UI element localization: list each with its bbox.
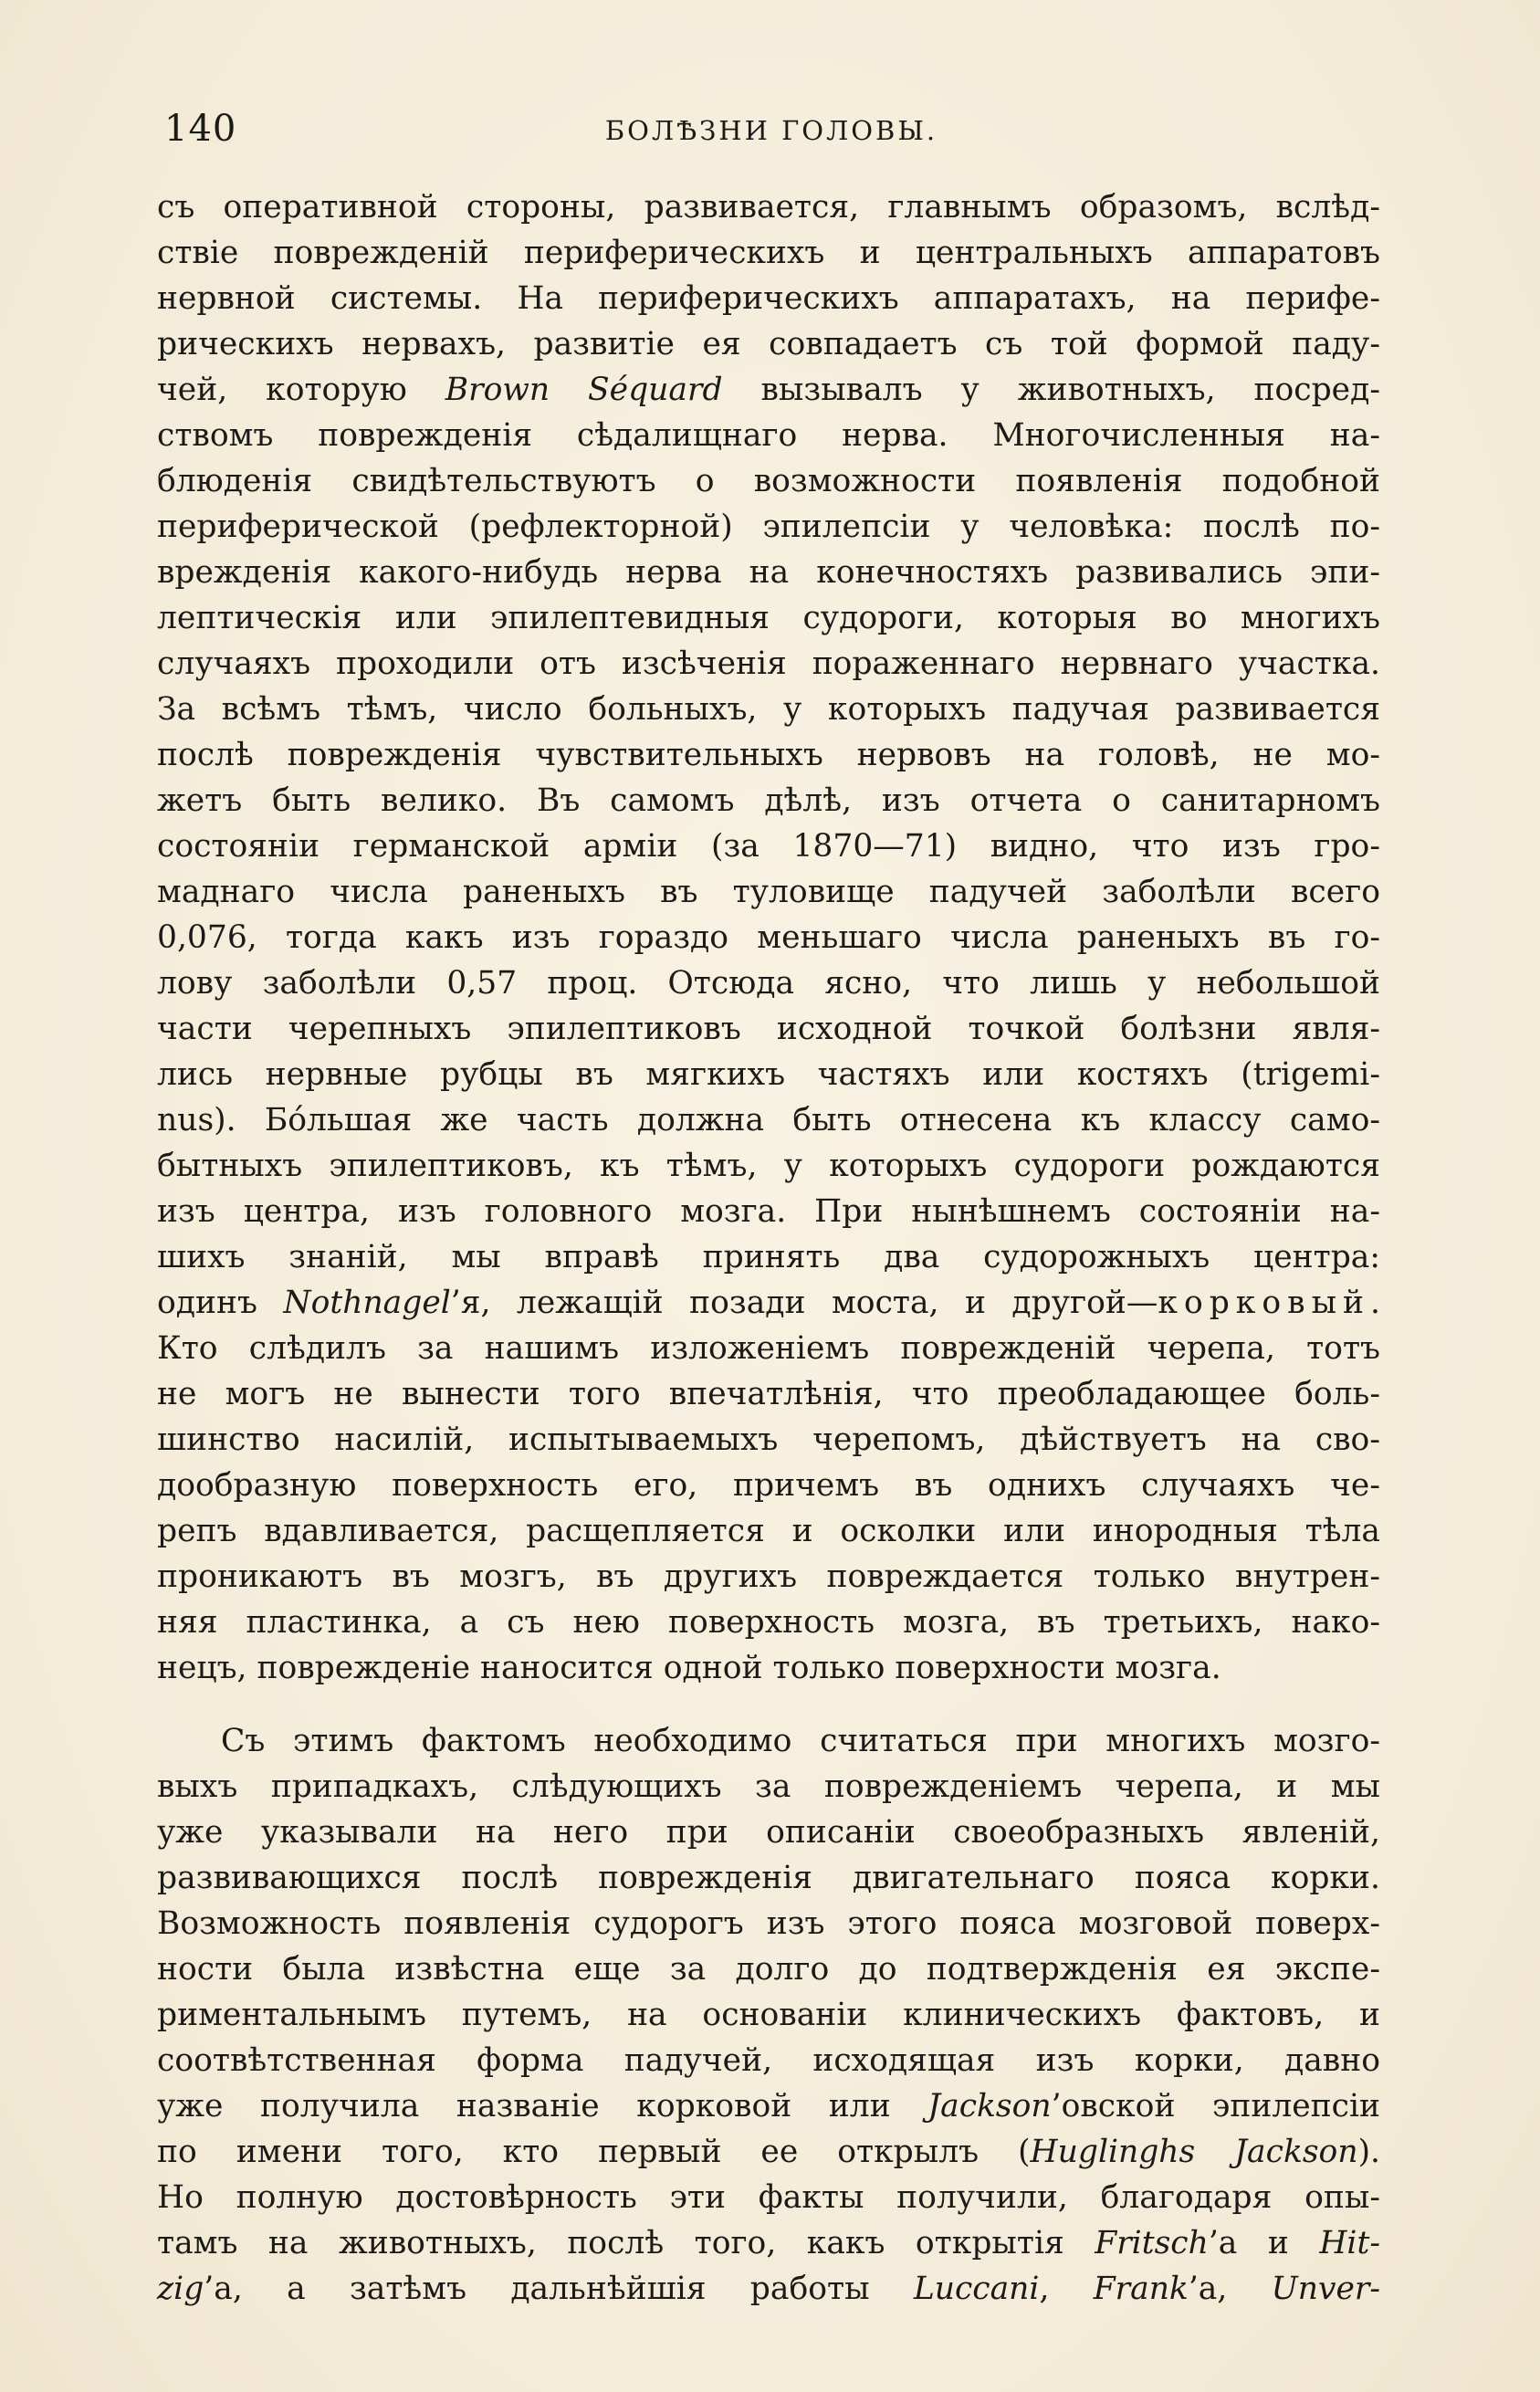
italic-name: Huglinghs Jackson bbox=[1030, 2134, 1358, 2170]
text-run: уже получила названіе корковой или bbox=[157, 2088, 928, 2124]
text-line bbox=[157, 778, 1380, 824]
text-run: тамъ на животныхъ, послѣ того, какъ открытія bbox=[157, 2225, 1095, 2261]
italic-name: Brown Séquard bbox=[445, 372, 723, 408]
text-line bbox=[157, 915, 1380, 960]
text-run: вызывалъ у животныхъ, посред- bbox=[722, 372, 1380, 408]
text-run: случаяхъ проходили отъ изсѣченія пораженнаго нервнаго участка. bbox=[157, 645, 1380, 682]
text-run: 0,076, тогда какъ изъ гораздо меньшаго числа раненыхъ въ го- bbox=[157, 919, 1380, 956]
text-run: уже указывали на него при описаніи своеобразныхъ явленій, bbox=[157, 1814, 1380, 1851]
text-run: по имени того, кто первый ее открылъ ( bbox=[157, 2134, 1031, 2170]
paragraph bbox=[157, 1718, 1380, 2312]
text-run: ’а, а затѣмъ дальнѣйшія работы bbox=[204, 2271, 914, 2307]
text-line bbox=[157, 321, 1380, 367]
text-line bbox=[157, 595, 1380, 641]
text-line bbox=[157, 2129, 1380, 2175]
text-line bbox=[157, 1764, 1380, 1810]
text-run: лову заболѣли 0,57 проц. Отсюда ясно, что лишь у небольшой bbox=[157, 965, 1380, 1002]
text-run: периферической (рефлекторной) эпилепсіи у человѣка: послѣ по- bbox=[157, 509, 1380, 545]
text-run: маднаго числа раненыхъ въ туловище падучей заболѣли всего bbox=[157, 874, 1380, 910]
text-run: нервной системы. На периферическихъ аппаратахъ, на перифе- bbox=[157, 280, 1380, 317]
italic-name: Hit- bbox=[1319, 2225, 1380, 2261]
text-run: нецъ, поврежденіе наносится одной только поверхности мозга. bbox=[157, 1650, 1221, 1686]
page-number: 140 bbox=[164, 108, 237, 150]
text-line bbox=[157, 276, 1380, 321]
text-run: Кто слѣдилъ за нашимъ изложеніемъ поврежденій черепа, тотъ bbox=[157, 1330, 1380, 1367]
text-run: За всѣмъ тѣмъ, число больныхъ, у которыхъ падучая развивается bbox=[157, 691, 1380, 728]
italic-name: zig bbox=[157, 2271, 204, 2307]
text-line bbox=[157, 1554, 1380, 1600]
text-line bbox=[157, 1006, 1380, 1052]
text-line bbox=[157, 2038, 1380, 2083]
text-line bbox=[157, 458, 1380, 504]
text-line bbox=[157, 1810, 1380, 1855]
text-line bbox=[157, 184, 1380, 230]
text-run: Возможность появленія судорогъ изъ этого пояса мозговой поверх- bbox=[157, 1905, 1380, 1942]
text-line bbox=[157, 1143, 1380, 1189]
text-run: состояніи германской арміи (за 1870—71) видно, что изъ гро- bbox=[157, 828, 1380, 865]
italic-name: Unver- bbox=[1271, 2271, 1381, 2307]
text-run: , bbox=[1039, 2271, 1094, 2307]
text-line bbox=[157, 413, 1380, 458]
text-line bbox=[157, 1901, 1380, 1946]
text-line bbox=[157, 1855, 1380, 1901]
italic-name: Nothnagel bbox=[283, 1285, 451, 1321]
text-run: ствіе поврежденій периферическихъ и центральныхъ аппаратовъ bbox=[157, 235, 1380, 271]
text-line bbox=[157, 869, 1380, 915]
text-line bbox=[157, 1417, 1380, 1463]
text-line bbox=[157, 230, 1380, 276]
italic-name: Frank bbox=[1093, 2271, 1189, 2307]
text-line bbox=[157, 824, 1380, 869]
italic-name: Luccani bbox=[913, 2271, 1040, 2307]
text-run: риментальнымъ путемъ, на основаніи клиническихъ фактовъ, и bbox=[157, 1997, 1380, 2033]
text-run: проникаютъ въ мозгъ, въ другихъ повреждается только внутрен- bbox=[157, 1558, 1380, 1595]
text-line bbox=[157, 960, 1380, 1006]
body-text bbox=[157, 184, 1380, 2312]
text-line bbox=[157, 1992, 1380, 2038]
text-line bbox=[157, 687, 1380, 732]
text-run: лептическія или эпилептевидныя судороги, которыя во многихъ bbox=[157, 600, 1380, 636]
text-line bbox=[157, 641, 1380, 687]
text-run: шихъ знаній, мы вправѣ принять два судорожныхъ центра: bbox=[157, 1239, 1380, 1275]
text-line bbox=[157, 550, 1380, 595]
text-line bbox=[157, 504, 1380, 550]
text-run: дообразную поверхность его, причемъ въ однихъ случаяхъ че- bbox=[157, 1467, 1380, 1504]
text-line bbox=[157, 1946, 1380, 1992]
text-line bbox=[157, 2083, 1380, 2129]
text-run: репъ вдавливается, расщепляется и осколки или инородныя тѣла bbox=[157, 1513, 1380, 1549]
text-line bbox=[157, 2175, 1380, 2220]
text-run: ). bbox=[1357, 2134, 1380, 2170]
text-run: послѣ поврежденія чувствительныхъ нервовъ на головѣ, не мо- bbox=[157, 737, 1380, 773]
text-line bbox=[157, 2266, 1380, 2312]
text-line bbox=[157, 1718, 1380, 1764]
text-line bbox=[157, 1645, 1380, 1691]
text-run: nus). Бóльшая же часть должна быть отнесена къ классу само- bbox=[157, 1102, 1380, 1138]
text-run: не могъ не вынести того впечатлѣнія, что преобладающее боль- bbox=[157, 1376, 1380, 1412]
text-run: одинъ bbox=[157, 1285, 284, 1321]
text-line bbox=[157, 1280, 1380, 1326]
text-line bbox=[157, 1234, 1380, 1280]
spaced-emphasis: корковый bbox=[1158, 1285, 1371, 1321]
text-run: врежденія какого-нибудь нерва на конечностяхъ развивались эпи- bbox=[157, 554, 1380, 591]
text-run: ности была извѣстна еще за долго до подтвержденія ея экспе- bbox=[157, 1951, 1380, 1988]
text-run: шинство насилій, испытываемыхъ черепомъ, дѣйствуетъ на сво- bbox=[157, 1422, 1380, 1458]
text-run: ’овской эпилепсіи bbox=[1051, 2088, 1381, 2124]
text-line bbox=[157, 367, 1380, 413]
text-run: Но полную достовѣрность эти факты получили, благодаря опы- bbox=[157, 2179, 1380, 2216]
text-line bbox=[157, 1097, 1380, 1143]
text-run: няя пластинка, а съ нею поверхность мозга, въ третьихъ, нако- bbox=[157, 1604, 1380, 1641]
text-run: развивающихся послѣ поврежденія двигательнаго пояса корки. bbox=[157, 1860, 1380, 1896]
text-run: выхъ припадкахъ, слѣдующихъ за поврежденіемъ черепа, и мы bbox=[157, 1768, 1380, 1805]
text-run: лись нервные рубцы въ мягкихъ частяхъ или костяхъ (trigemi- bbox=[157, 1056, 1380, 1093]
text-run: части черепныхъ эпилептиковъ исходной точкой болѣзни явля- bbox=[157, 1011, 1380, 1047]
text-line bbox=[157, 1326, 1380, 1371]
text-line bbox=[157, 1371, 1380, 1417]
text-run: ствомъ поврежденія сѣдалищнаго нерва. Многочисленныя на- bbox=[157, 417, 1380, 454]
text-run: ’а, bbox=[1188, 2271, 1272, 2307]
page-header bbox=[164, 108, 1378, 153]
text-line bbox=[157, 1463, 1380, 1508]
italic-name: Jackson bbox=[927, 2088, 1052, 2124]
text-run: рическихъ нервахъ, развитіе ея совпадаетъ съ той формой паду- bbox=[157, 326, 1380, 362]
text-run: чей, которую bbox=[157, 372, 445, 408]
text-line bbox=[157, 2220, 1380, 2266]
text-run: соотвѣтственная форма падучей, исходящая изъ корки, давно bbox=[157, 2042, 1380, 2079]
text-line bbox=[157, 1600, 1380, 1645]
text-line bbox=[157, 732, 1380, 778]
text-run: . bbox=[1370, 1285, 1380, 1321]
text-run: блюденія свидѣтельствуютъ о возможности появленія подобной bbox=[157, 463, 1380, 499]
paragraph bbox=[157, 184, 1380, 1691]
text-run: жетъ быть велико. Въ самомъ дѣлѣ, изъ отчета о санитарномъ bbox=[157, 782, 1380, 819]
text-run: съ оперативной стороны, развивается, главнымъ образомъ, вслѣд- bbox=[157, 189, 1380, 226]
text-line bbox=[157, 1508, 1380, 1554]
text-run: ’я, лежащій позади моста, и другой— bbox=[450, 1285, 1158, 1321]
italic-name: Fritsch bbox=[1095, 2225, 1209, 2261]
running-title: БОЛѢЗНИ ГОЛОВЫ. bbox=[604, 115, 938, 146]
text-line bbox=[157, 1189, 1380, 1234]
text-run: изъ центра, изъ головного мозга. При нынѣшнемъ состояніи на- bbox=[157, 1193, 1380, 1230]
text-run: бытныхъ эпилептиковъ, къ тѣмъ, у которыхъ судороги рождаются bbox=[157, 1148, 1380, 1184]
text-run: Съ этимъ фактомъ необходимо считаться при многихъ мозго- bbox=[221, 1723, 1380, 1759]
text-line bbox=[157, 1052, 1380, 1097]
text-run: ’а и bbox=[1208, 2225, 1320, 2261]
